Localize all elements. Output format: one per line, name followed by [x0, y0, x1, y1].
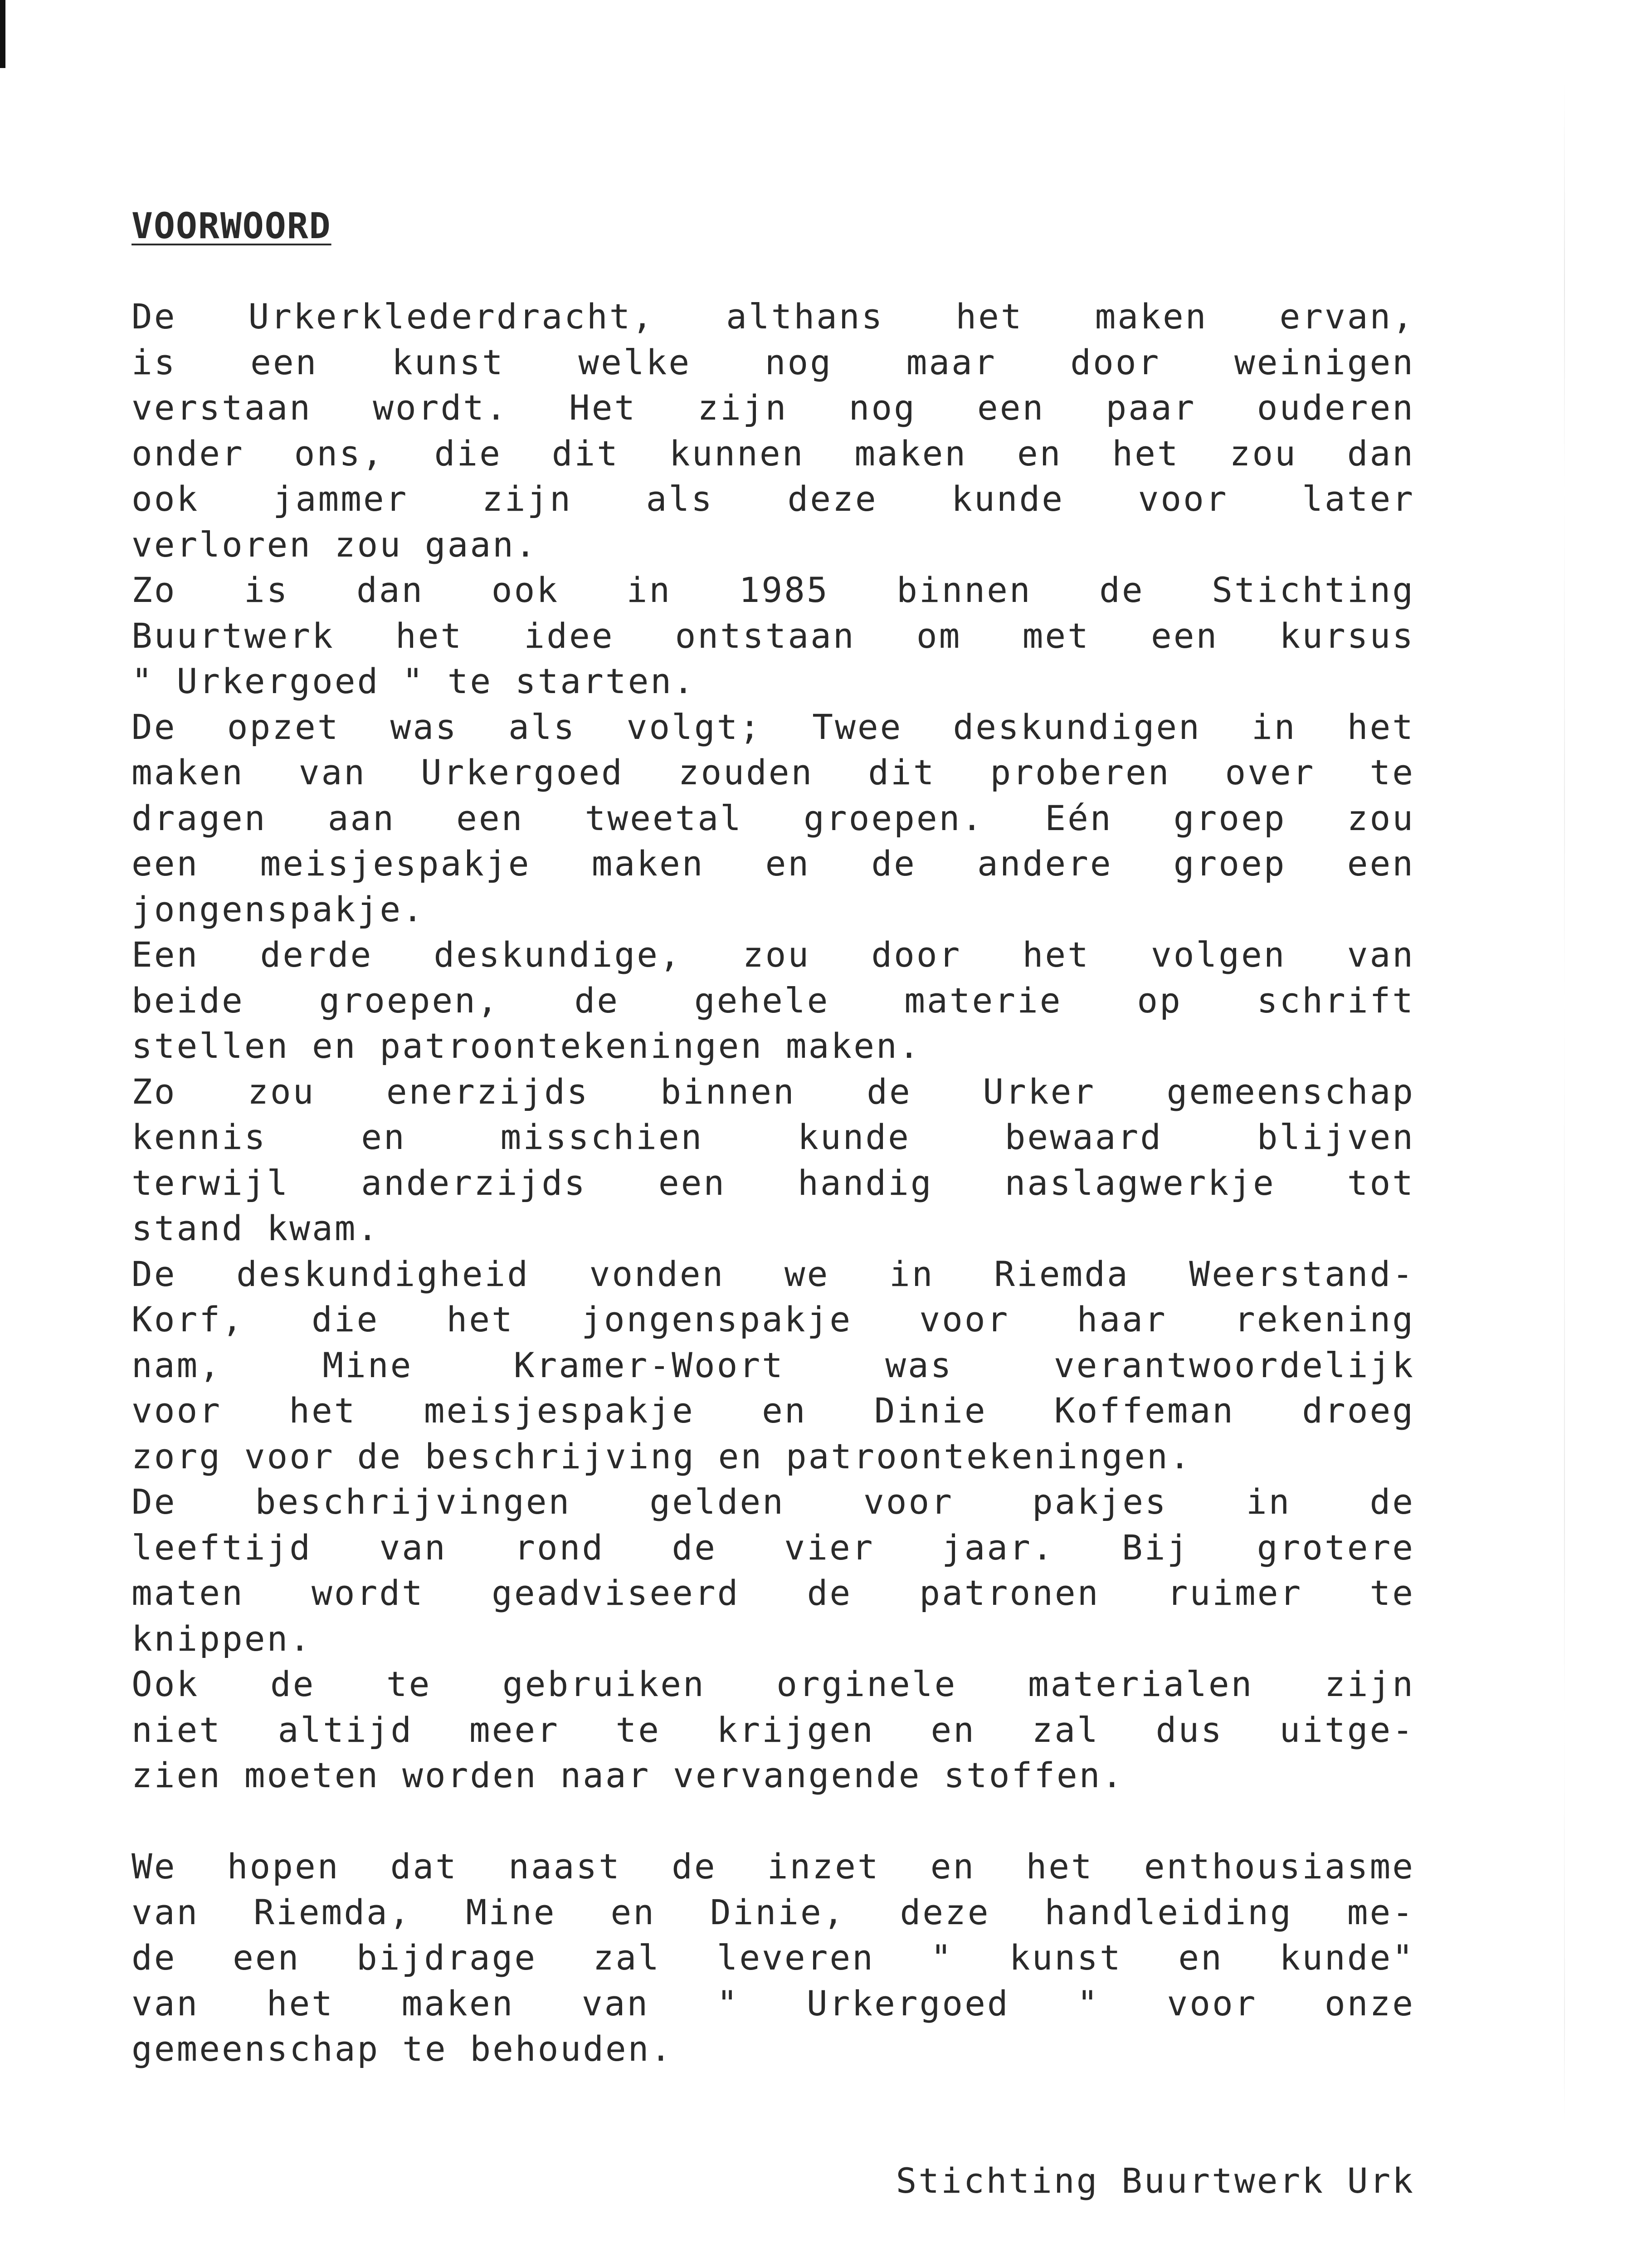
text-line: verloren zou gaan. [132, 524, 538, 565]
document-body [132, 294, 1415, 2072]
text-line: dragen aan een tweetal groepen. Eén groep zou [132, 797, 1415, 838]
text-line: kennis en misschien kunde bewaard blijven [132, 1117, 1415, 1157]
page-heading: VOORWOORD [132, 206, 331, 247]
text-line: terwijl anderzijds een handig naslagwerkje tot [132, 1162, 1415, 1203]
text-line: " Urkergoed " te starten. [132, 661, 696, 701]
text-line: nam, Mine Kramer-Woort was verantwoordelijk [132, 1344, 1415, 1385]
text-line: jongenspakje. [132, 889, 425, 929]
text-line: stellen en patroontekeningen maken. [132, 1026, 921, 1066]
text-line: is een kunst welke nog maar door weinigen [132, 342, 1415, 382]
text-line: van het maken van " Urkergoed " voor onze [132, 1983, 1415, 2024]
text-line: Zo is dan ook in 1985 binnen de Stichting [132, 570, 1415, 610]
text-line: beide groepen, de gehele materie op schrift [132, 980, 1415, 1021]
text-line: verstaan wordt. Het zijn nog een paar ouderen [132, 387, 1415, 428]
text-line: knippen. [132, 1618, 312, 1659]
text-line: Korf, die het jongenspakje voor haar rekening [132, 1299, 1415, 1339]
text-line: stand kwam. [132, 1208, 380, 1248]
text-line: van Riemda, Mine en Dinie, deze handleiding me- [132, 1892, 1415, 1932]
text-line: Een derde deskundige, zou door het volgen van [132, 934, 1415, 975]
text-line: een meisjespakje maken en de andere groep een [132, 843, 1415, 884]
text-line: leeftijd van rond de vier jaar. Bij grotere [132, 1527, 1415, 1568]
text-line: gemeenschap te behouden. [132, 2028, 673, 2069]
text-line: voor het meisjespakje en Dinie Koffeman droeg [132, 1390, 1415, 1431]
text-line: Buurtwerk het idee ontstaan om met een kursus [132, 615, 1415, 656]
scan-margin-shadow [1564, 82, 1565, 2123]
text-line: de een bijdrage zal leveren " kunst en kunde" [132, 1937, 1415, 1978]
text-line: We hopen dat naast de inzet en het enthousiasme [132, 1846, 1415, 1887]
text-line: onder ons, die dit kunnen maken en het zou dan [132, 433, 1415, 474]
signature: Stichting Buurtwerk Urk [896, 2160, 1415, 2201]
text-line: ook jammer zijn als deze kunde voor later [132, 479, 1415, 519]
text-line: zorg voor de beschrijving en patroontekeningen. [132, 1436, 1192, 1476]
text-line: maken van Urkergoed zouden dit proberen over te [132, 752, 1415, 792]
text-line: zien moeten worden naar vervangende stoffen. [132, 1755, 1125, 1795]
text-line: maten wordt geadviseerd de patronen ruimer te [132, 1573, 1415, 1613]
text-line: Ook de te gebruiken orginele materialen zijn [132, 1664, 1415, 1704]
text-line: De deskundigheid vonden we in Riemda Weerstand- [132, 1253, 1415, 1294]
text-line: De opzet was als volgt; Twee deskundigen in het [132, 706, 1415, 747]
paragraph-gap [132, 1799, 1415, 1844]
text-line: Zo zou enerzijds binnen de Urker gemeenschap [132, 1071, 1415, 1112]
document-page [132, 206, 1415, 2201]
text-line: De Urkerklederdracht, althans het maken ervan, [132, 296, 1415, 337]
text-line: De beschrijvingen gelden voor pakjes in de [132, 1481, 1415, 1522]
scan-edge-mark [0, 0, 5, 68]
text-line: niet altijd meer te krijgen en zal dus uitge- [132, 1709, 1415, 1750]
